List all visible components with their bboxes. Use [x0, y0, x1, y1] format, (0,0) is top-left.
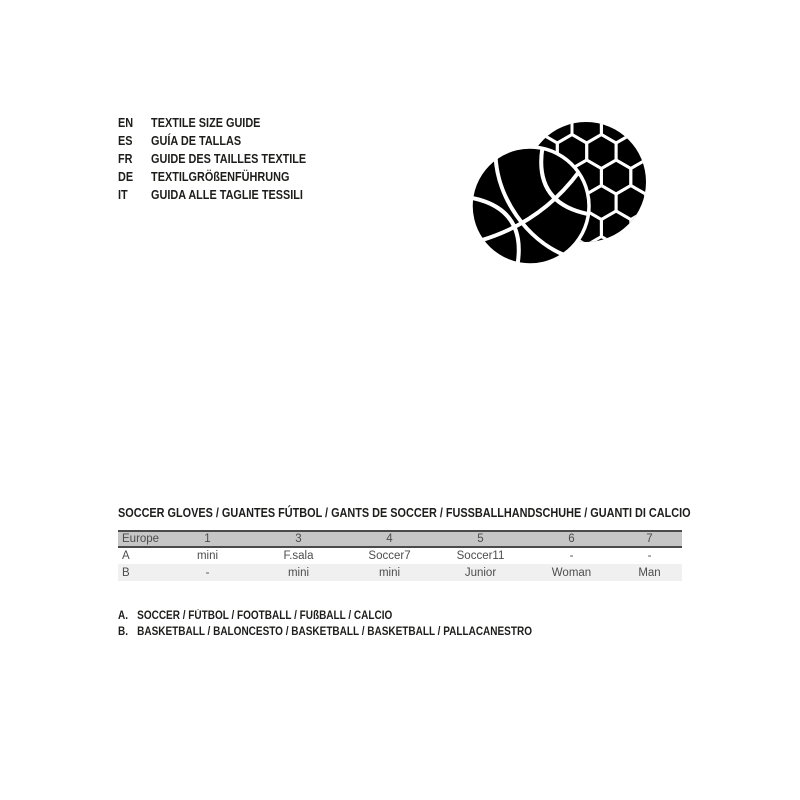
language-code: DE: [118, 170, 134, 184]
language-label: GUIDE DES TAILLES TEXTILE: [151, 152, 307, 166]
table-cell: F.sala: [283, 550, 314, 562]
language-row-de: [118, 168, 306, 186]
language-code: ES: [118, 134, 133, 148]
table-cell: Man: [617, 564, 682, 581]
table-row-b: [118, 564, 682, 581]
language-list: [118, 114, 334, 204]
header-cell-size-5: 5: [435, 531, 526, 547]
header-cell-size-4: 4: [344, 531, 435, 547]
table-cell: Soccer7: [368, 550, 411, 562]
footnote-a: [118, 608, 532, 624]
table-cell: mini: [253, 564, 344, 581]
footnotes: [118, 608, 594, 640]
language-label: TEXTILGRÖßENFÜHRUNG: [151, 170, 290, 184]
language-code: FR: [118, 152, 133, 166]
size-table: [118, 530, 682, 581]
table-title: SOCCER GLOVES / GUANTES FÚTBOL / GANTS DE SOCCER / FUSSBALLHANDSCHUHE / GUANTI DI CALCIO: [118, 506, 691, 520]
language-label: TEXTILE SIZE GUIDE: [151, 116, 261, 130]
footnote-b: [118, 624, 532, 640]
language-row-es: [118, 132, 306, 150]
header-cell-size-3: 3: [253, 531, 344, 547]
table-row-a: [118, 547, 682, 564]
balls-illustration: [462, 110, 662, 270]
footnote-marker: A.: [118, 610, 129, 622]
header-cell-size-1: 1: [162, 531, 253, 547]
footnote-marker: B.: [118, 626, 129, 638]
language-label: GUIDA ALLE TAGLIE TESSILI: [151, 188, 303, 202]
language-row-it: [118, 186, 306, 204]
footnote-text: BASKETBALL / BALONCESTO / BASKETBALL / BASKETBALL / PALLACANESTRO: [137, 626, 532, 638]
table-cell: Junior: [435, 564, 526, 581]
table-cell: Soccer11: [456, 550, 505, 562]
row-label: A: [122, 550, 130, 562]
table-cell: mini: [196, 550, 219, 562]
language-row-en: [118, 114, 306, 132]
language-code: IT: [118, 188, 128, 202]
table-cell: -: [647, 550, 652, 562]
header-cell-size-6: 6: [526, 531, 617, 547]
language-code: EN: [118, 116, 134, 130]
header-cell-europe: Europe: [118, 531, 162, 547]
table-cell: -: [162, 564, 253, 581]
table-cell: Woman: [526, 564, 617, 581]
table-cell: mini: [344, 564, 435, 581]
row-label: B: [118, 564, 162, 581]
footnote-text: SOCCER / FÚTBOL / FOOTBALL / FUßBALL / CALCIO: [137, 610, 393, 622]
table-cell: -: [569, 550, 574, 562]
language-label: GUÍA DE TALLAS: [151, 134, 242, 148]
header-cell-size-7: 7: [617, 531, 682, 547]
language-row-fr: [118, 150, 306, 168]
table-header-row: [118, 531, 682, 547]
